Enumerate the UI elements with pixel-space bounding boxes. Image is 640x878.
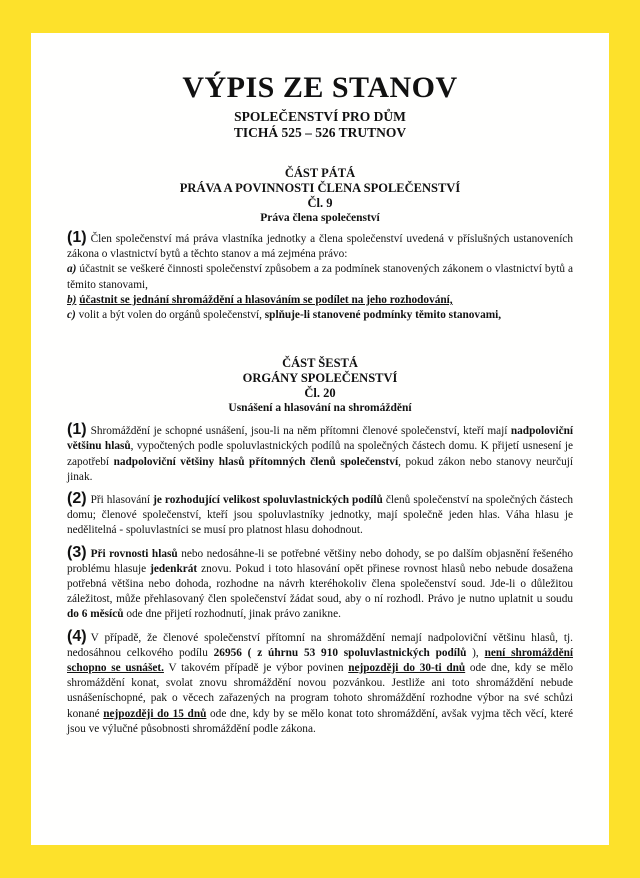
article-title: Usnášení a hlasování na shromáždění (228, 402, 412, 415)
part-five-heading (67, 166, 573, 226)
text-bold: je rozhodující velikost spoluvlastnických podílů (153, 494, 383, 507)
item-label: c) (67, 309, 76, 322)
text: členů společenství na společných částech domu; členové společenství, kteří jsou spoluvlastníky jednotky, mají společně jeden hlas. Váha hlasu je nedělitelná - spoluvlastníci se musí pro platnost hlasu dohodnout. (67, 494, 573, 537)
text-bold-underline: není shromáždění schopno se usnášet. (67, 646, 574, 675)
paragraph-2 (67, 491, 573, 539)
article-9-body (67, 230, 573, 323)
item-text: účastnit se veškeré činnosti společenství způsobem a za podmínek stanovených zákonem o vlastnictví bytů a těmito stanovami, (67, 263, 573, 291)
item-label: b) (67, 293, 77, 306)
item-text-bold: splňuje-li stanovené podmínky těmito stanovami, (264, 309, 502, 322)
item-c (67, 308, 573, 323)
item-label: a) (67, 263, 77, 276)
paragraph-1 (67, 230, 573, 262)
paragraph-number: (4) (67, 627, 87, 645)
text-bold: do 6 měsíců (67, 608, 124, 621)
paragraph-1 (67, 422, 573, 485)
part-title: ORGÁNY SPOLEČENSTVÍ (242, 371, 398, 386)
text-bold: nadpoloviční většiny hlasů přítomných členů společenství (113, 455, 399, 468)
text: znovu. Pokud i toto hlasování opět přinese rovnost hlasů nebo nebude dosažena potřebná většina nebo dohoda, rozhodne na návrh kteréhokoliv člena společenství soud. Jde-li o důležitou záležitost, může přehlasovaný člen společenství žádat soud, aby o ní rozhodl. Právo je nutno uplatnit u soudu (67, 562, 574, 606)
document-header (67, 71, 573, 141)
text-bold-underline: nejpozději do 30-ti dnů (348, 662, 466, 675)
document-title: VÝPIS ZE STANOV (182, 71, 458, 104)
text: V případě, že členové společenství přítomní na shromáždění nemají nadpoloviční většinu hlasů, tj. nedosáhnou celkového podílu (67, 631, 573, 659)
part-label: ČÁST PÁTÁ (284, 166, 356, 180)
text: Shromáždění je schopné usnášení, jsou-li na něm přítomni členové společenství, kteří mají (90, 425, 508, 438)
paragraph-3 (67, 545, 573, 623)
item-text: účastnit se jednání shromáždění a hlasováním se podílet na jeho rozhodování, (79, 293, 453, 306)
text: , vypočtených podle spoluvlastnických podílů na společných částech domu. K přijetí usnesení je zapotřebí (67, 440, 573, 468)
item-text: volit a být volen do orgánů společenství, (78, 309, 262, 322)
text-bold: Při rovnosti hlasů (90, 547, 178, 560)
paragraph-number: (1) (67, 421, 87, 439)
text-bold: jedenkrát (150, 562, 198, 575)
document-address: TICHÁ 525 – 526 TRUTNOV (233, 125, 407, 140)
paragraph-4 (67, 629, 573, 737)
article-number: Čl. 9 (307, 196, 333, 210)
text-bold-underline: nejpozději do 15 dnů (103, 707, 207, 720)
part-title: PRÁVA A POVINNOSTI ČLENA SPOLEČENSTVÍ (179, 181, 461, 195)
text: ode dne, kdy se mělo shromáždění konat, svolat znovu shromáždění novou pozvánkou. Jestliže ani toto shromáždění nebude usnášeníschopné, pak o věcech zařazených na program tohoto shromáždění rozhodne výbor na své schůzi konané (67, 662, 573, 720)
article-20-body (67, 422, 573, 737)
text: nebo nedosáhne-li se potřebné většiny nebo dohody, se po dalším objasnění řešeného problému hlasuje (67, 547, 574, 575)
paragraph-number: (1) (67, 229, 87, 246)
text: ), (472, 646, 479, 659)
paragraph-text: Člen společenství má práva vlastníka jednotky a člena společenství uvedená v příslušných ustanoveních zákona o vlastnictví bytů a těchto stanov a má zejména právo: (67, 233, 573, 261)
text: Při hlasování (90, 494, 151, 507)
item-b (67, 293, 573, 308)
text: ode dne, kdy by se mělo konat toto shromáždění, avšak vyjma těch věcí, které jsou ve výlučné působnosti shromáždění podle zákona. (67, 707, 573, 735)
paragraph-number: (3) (67, 543, 87, 561)
text: V takovém případě je výbor povinen (168, 662, 344, 675)
part-label: ČÁST ŠESTÁ (282, 356, 358, 371)
paragraph-number: (2) (67, 490, 87, 508)
article-number: Čl. 20 (304, 386, 336, 401)
text: ode dne přijetí rozhodnutí, jinak právo zanikne. (126, 608, 341, 621)
document-page (31, 33, 609, 845)
article-title: Práva člena společenství (260, 212, 380, 224)
text-bold: nadpoloviční většinu hlasů (67, 425, 574, 453)
text-bold: 26956 ( z úhrnu 53 910 spoluvlastnických podílů (213, 646, 467, 659)
part-six-heading (67, 356, 573, 416)
item-a (67, 262, 573, 292)
document-subtitle: SPOLEČENSTVÍ PRO DŮM (234, 109, 406, 124)
text: , pokud zákon nebo stanovy neurčují jinak. (67, 455, 573, 483)
